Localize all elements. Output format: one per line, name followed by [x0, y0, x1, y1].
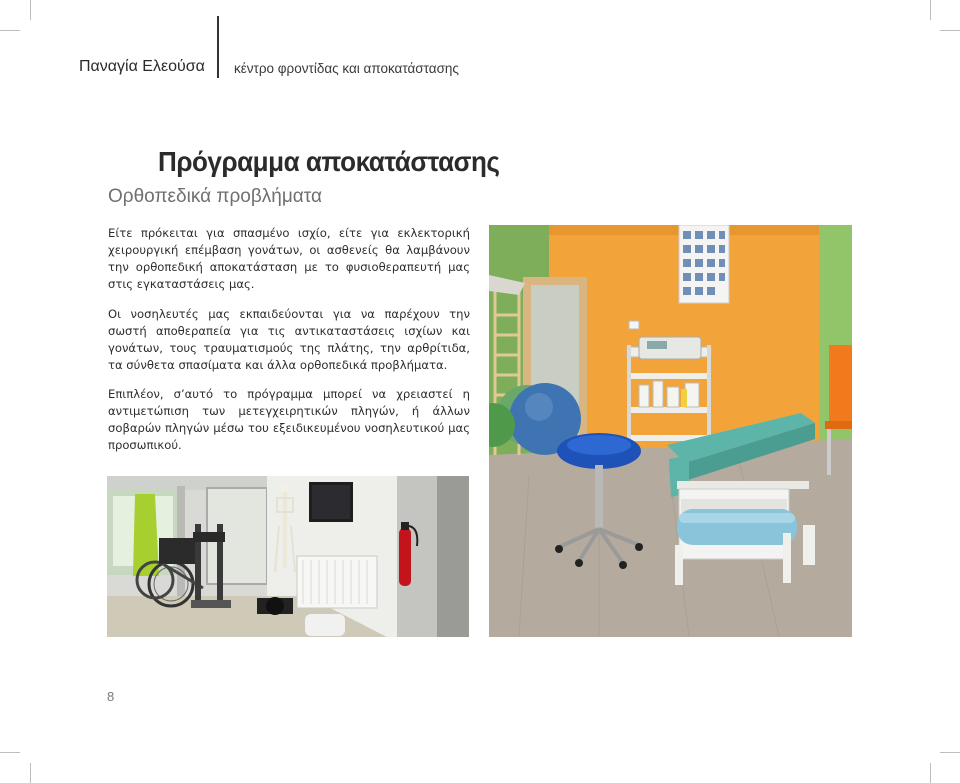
brand-name: Παναγία Ελεούσα	[79, 58, 205, 75]
page-number: 8	[107, 689, 115, 704]
crop-mark	[30, 0, 31, 20]
page-title: Πρόγραμμα αποκατάστασης	[158, 146, 500, 177]
brand-tagline: κέντρο φροντίδας και αποκατάστασης	[234, 61, 459, 76]
crop-mark	[930, 0, 931, 20]
crop-mark	[0, 30, 20, 31]
crop-mark	[0, 752, 20, 753]
crop-mark	[930, 763, 931, 783]
crop-mark	[940, 30, 960, 31]
crop-mark	[30, 763, 31, 783]
photo-rehab-gym	[107, 476, 469, 637]
header-divider	[217, 16, 219, 78]
section-subtitle: Ορθοπεδικά προβλήματα	[108, 186, 322, 207]
body-paragraph-3: Επιπλέον, σ’αυτό το πρόγραμμα μπορεί να χρειαστεί η αντιμετώπιση των μετεγχειρητικών πληγών, ή άλλων σοβαρών πληγών μέσω του εξειδικευμένου νοσηλευτικού μας προσωπικού.	[108, 387, 470, 452]
body-paragraph-1: Είτε πρόκειται για σπασμένο ισχίο, είτε για εκλεκτορική χειρουργική επέμβαση γονάτων, οι ασθενείς θα λαμβάνουν την ορθοπεδική αποκατάσταση με το φυσιοθεραπευτή μας στις εγκαταστάσεις μας.	[108, 226, 470, 291]
photo-treatment-room	[489, 225, 852, 637]
body-paragraph-2: Οι νοσηλευτές μας εκπαιδεύονται για να παρέχουν την σωστή αποθεραπεία για τις αντικαταστάσεις ισχίων και γονάτων, τους τραυματισμούς της πλάτης, την αρθρίτιδα, τα σύνθετα σπασίματα και άλλα ορθοπεδικά προβλήματα.	[108, 307, 470, 372]
crop-mark	[940, 752, 960, 753]
